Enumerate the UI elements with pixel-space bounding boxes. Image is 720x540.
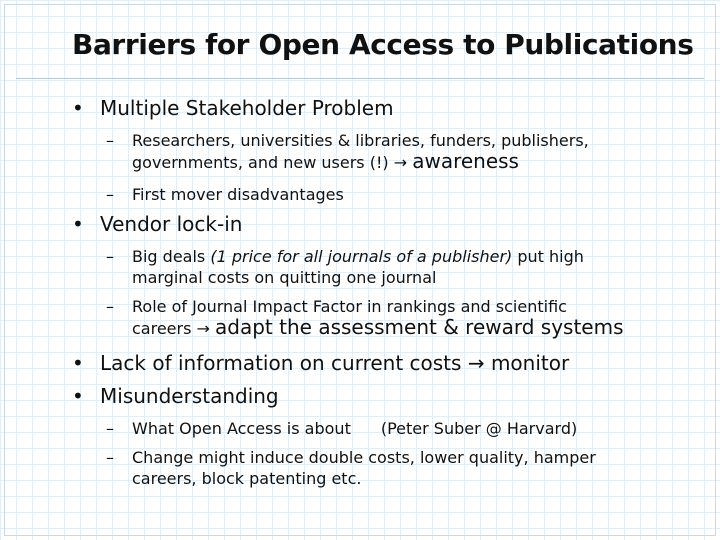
subbullet-line: Role of Journal Impact Factor in rankings and scientific	[132, 297, 567, 316]
bullet-text: Vendor lock-in	[100, 212, 243, 236]
subbullet-line: careers, block patenting etc.	[132, 469, 362, 488]
subbullet-line: put high	[512, 247, 584, 266]
subbullet-text	[132, 296, 624, 339]
subbullet-text	[132, 130, 589, 173]
bullet-icon: •	[72, 96, 84, 120]
emphasis-monitor: monitor	[490, 351, 570, 375]
arrow-right-icon: →	[196, 319, 210, 338]
bullet-text: Misunderstanding	[100, 384, 279, 408]
bullet-text	[100, 351, 569, 375]
emphasis-awareness: awareness	[412, 149, 519, 173]
subbullet-line: careers	[132, 319, 192, 338]
dash-icon: –	[106, 247, 114, 266]
subbullet-text: First mover disadvantages	[132, 185, 344, 204]
dash-icon: –	[106, 185, 114, 204]
arrow-right-icon: →	[393, 153, 408, 172]
title-divider	[16, 78, 704, 79]
dash-icon: –	[106, 419, 114, 438]
subbullet-text	[132, 246, 584, 288]
subbullet-line: What Open Access is about	[132, 419, 351, 438]
dash-icon: –	[106, 297, 114, 316]
arrow-right-icon: →	[467, 351, 485, 375]
subbullet-text	[132, 418, 577, 439]
dash-icon: –	[106, 448, 114, 467]
subbullet-line: governments, and new users (!)	[132, 153, 389, 172]
bullet-text: Multiple Stakeholder Problem	[100, 96, 394, 120]
subbullet-line: Change might induce double costs, lower quality, hamper	[132, 448, 596, 467]
subbullet-note: (Peter Suber @ Harvard)	[380, 419, 578, 438]
subbullet-line: marginal costs on quitting one journal	[132, 268, 437, 287]
subbullet-note: (1 price for all journals of a publisher)	[210, 247, 513, 266]
dash-icon: –	[106, 131, 114, 150]
bullet-line: Lack of information on current costs	[100, 351, 462, 375]
bullet-icon: •	[72, 351, 84, 375]
bullet-icon: •	[72, 384, 84, 408]
slide-title: Barriers for Open Access to Publications	[72, 28, 694, 61]
emphasis-adapt: adapt the assessment & reward systems	[215, 315, 624, 339]
subbullet-line: Researchers, universities & libraries, funders, publishers,	[132, 131, 589, 150]
subbullet-line: Big deals	[132, 247, 211, 266]
subbullet-text	[132, 447, 596, 489]
bullet-icon: •	[72, 212, 84, 236]
